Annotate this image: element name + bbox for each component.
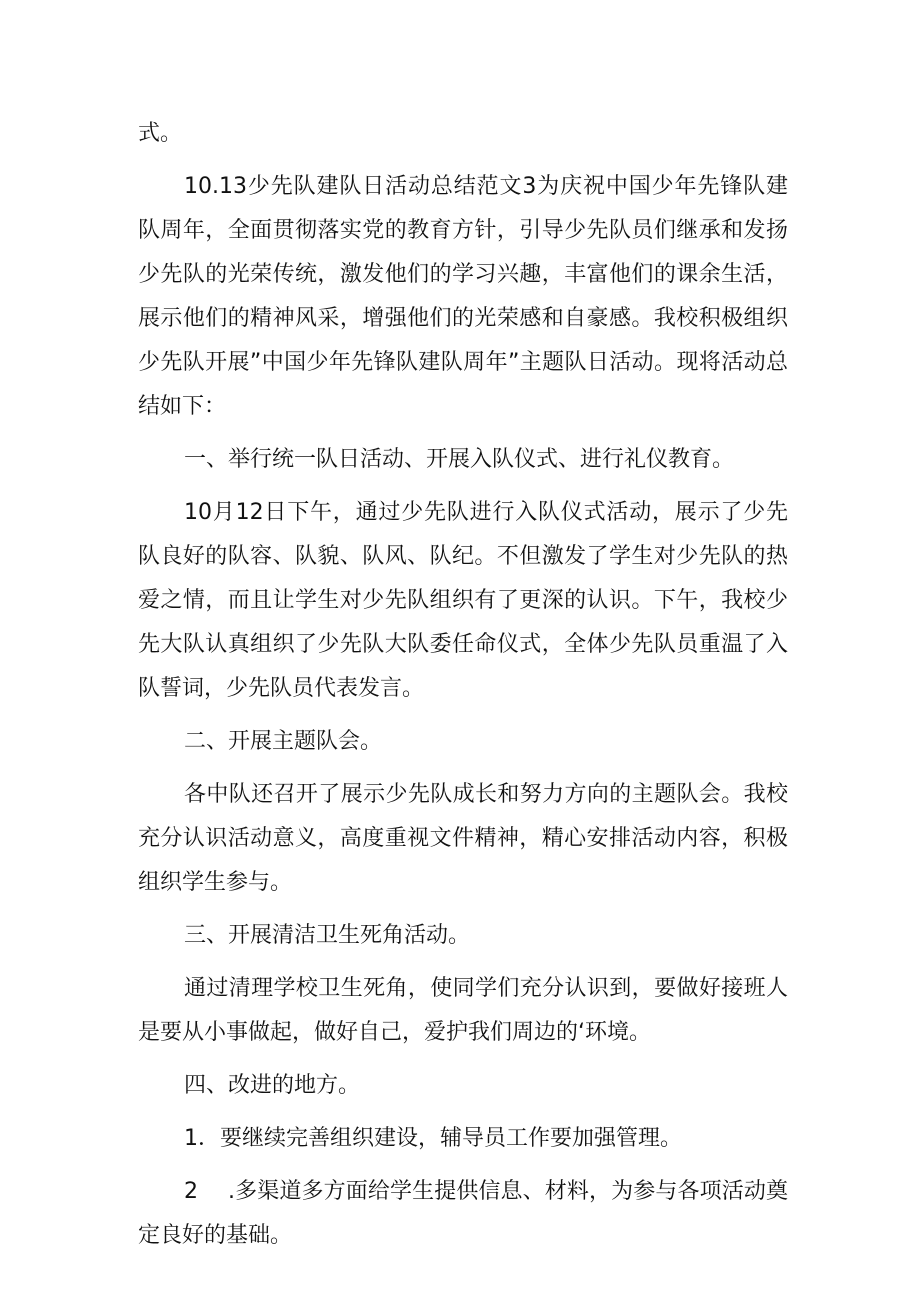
paragraph-section-2: 各中队还召开了展示少先队成长和努力方向的主题队会。我校充分认识活动意义，高度重视文件精神，精心安排活动内容，积极组织学生参与。 (138, 782, 788, 895)
heading-section-1: 一、举行统一队日活动、开展入队仪式、进行礼仪教育。 (184, 447, 735, 472)
list-item-2-text: .多渠道多方面给学生提供信息、材料，为参与各项活动奠定良好的基础。 (138, 1179, 788, 1248)
list-item-1: 1．要继续完善组织建设，辅导员工作要加强管理。 (184, 1126, 682, 1151)
heading-section-3: 三、开展清洁卫生死角活动。 (184, 923, 471, 948)
paragraph-section-1: 10月12日下午，通过少先队进行入队仪式活动，展示了少先队良好的队容、队貌、队风、队纪。不但激发了学生对少先队的热爱之情，而且让学生对少先队组织有了更深的认识。下午，我校少先大队认真组织了少先队大队委任命仪式，全体少先队员重温了入队誓词，少先队员代表发言。 (138, 500, 788, 701)
heading-section-2: 二、开展主题队会。 (184, 729, 383, 754)
paragraph-continuation: 式。 (138, 121, 183, 146)
list-item-2 (138, 1170, 788, 1258)
paragraph-section-3: 通过清理学校卫生死角，使同学们充分认识到，要做好接班人是要从小事做起，做好自己，爱护我们周边的‘环境。 (138, 976, 788, 1045)
heading-section-4: 四、改进的地方。 (184, 1073, 361, 1098)
list-item-2-number: 2 (184, 1179, 198, 1204)
paragraph-intro: 10.13少先队建队日活动总结范文3为庆祝中国少年先锋队建队周年，全面贯彻落实党的教育方针，引导少先队员们继承和发扬少先队的光荣传统，激发他们的学习兴趣，丰富他们的课余生活，展示他们的精神风采，增强他们的光荣感和自豪感。我校积极组织少先队开展”中国少年先锋队建队周年”主题队日活动。现将活动总结如下： (138, 174, 788, 419)
document-body (138, 112, 788, 1267)
